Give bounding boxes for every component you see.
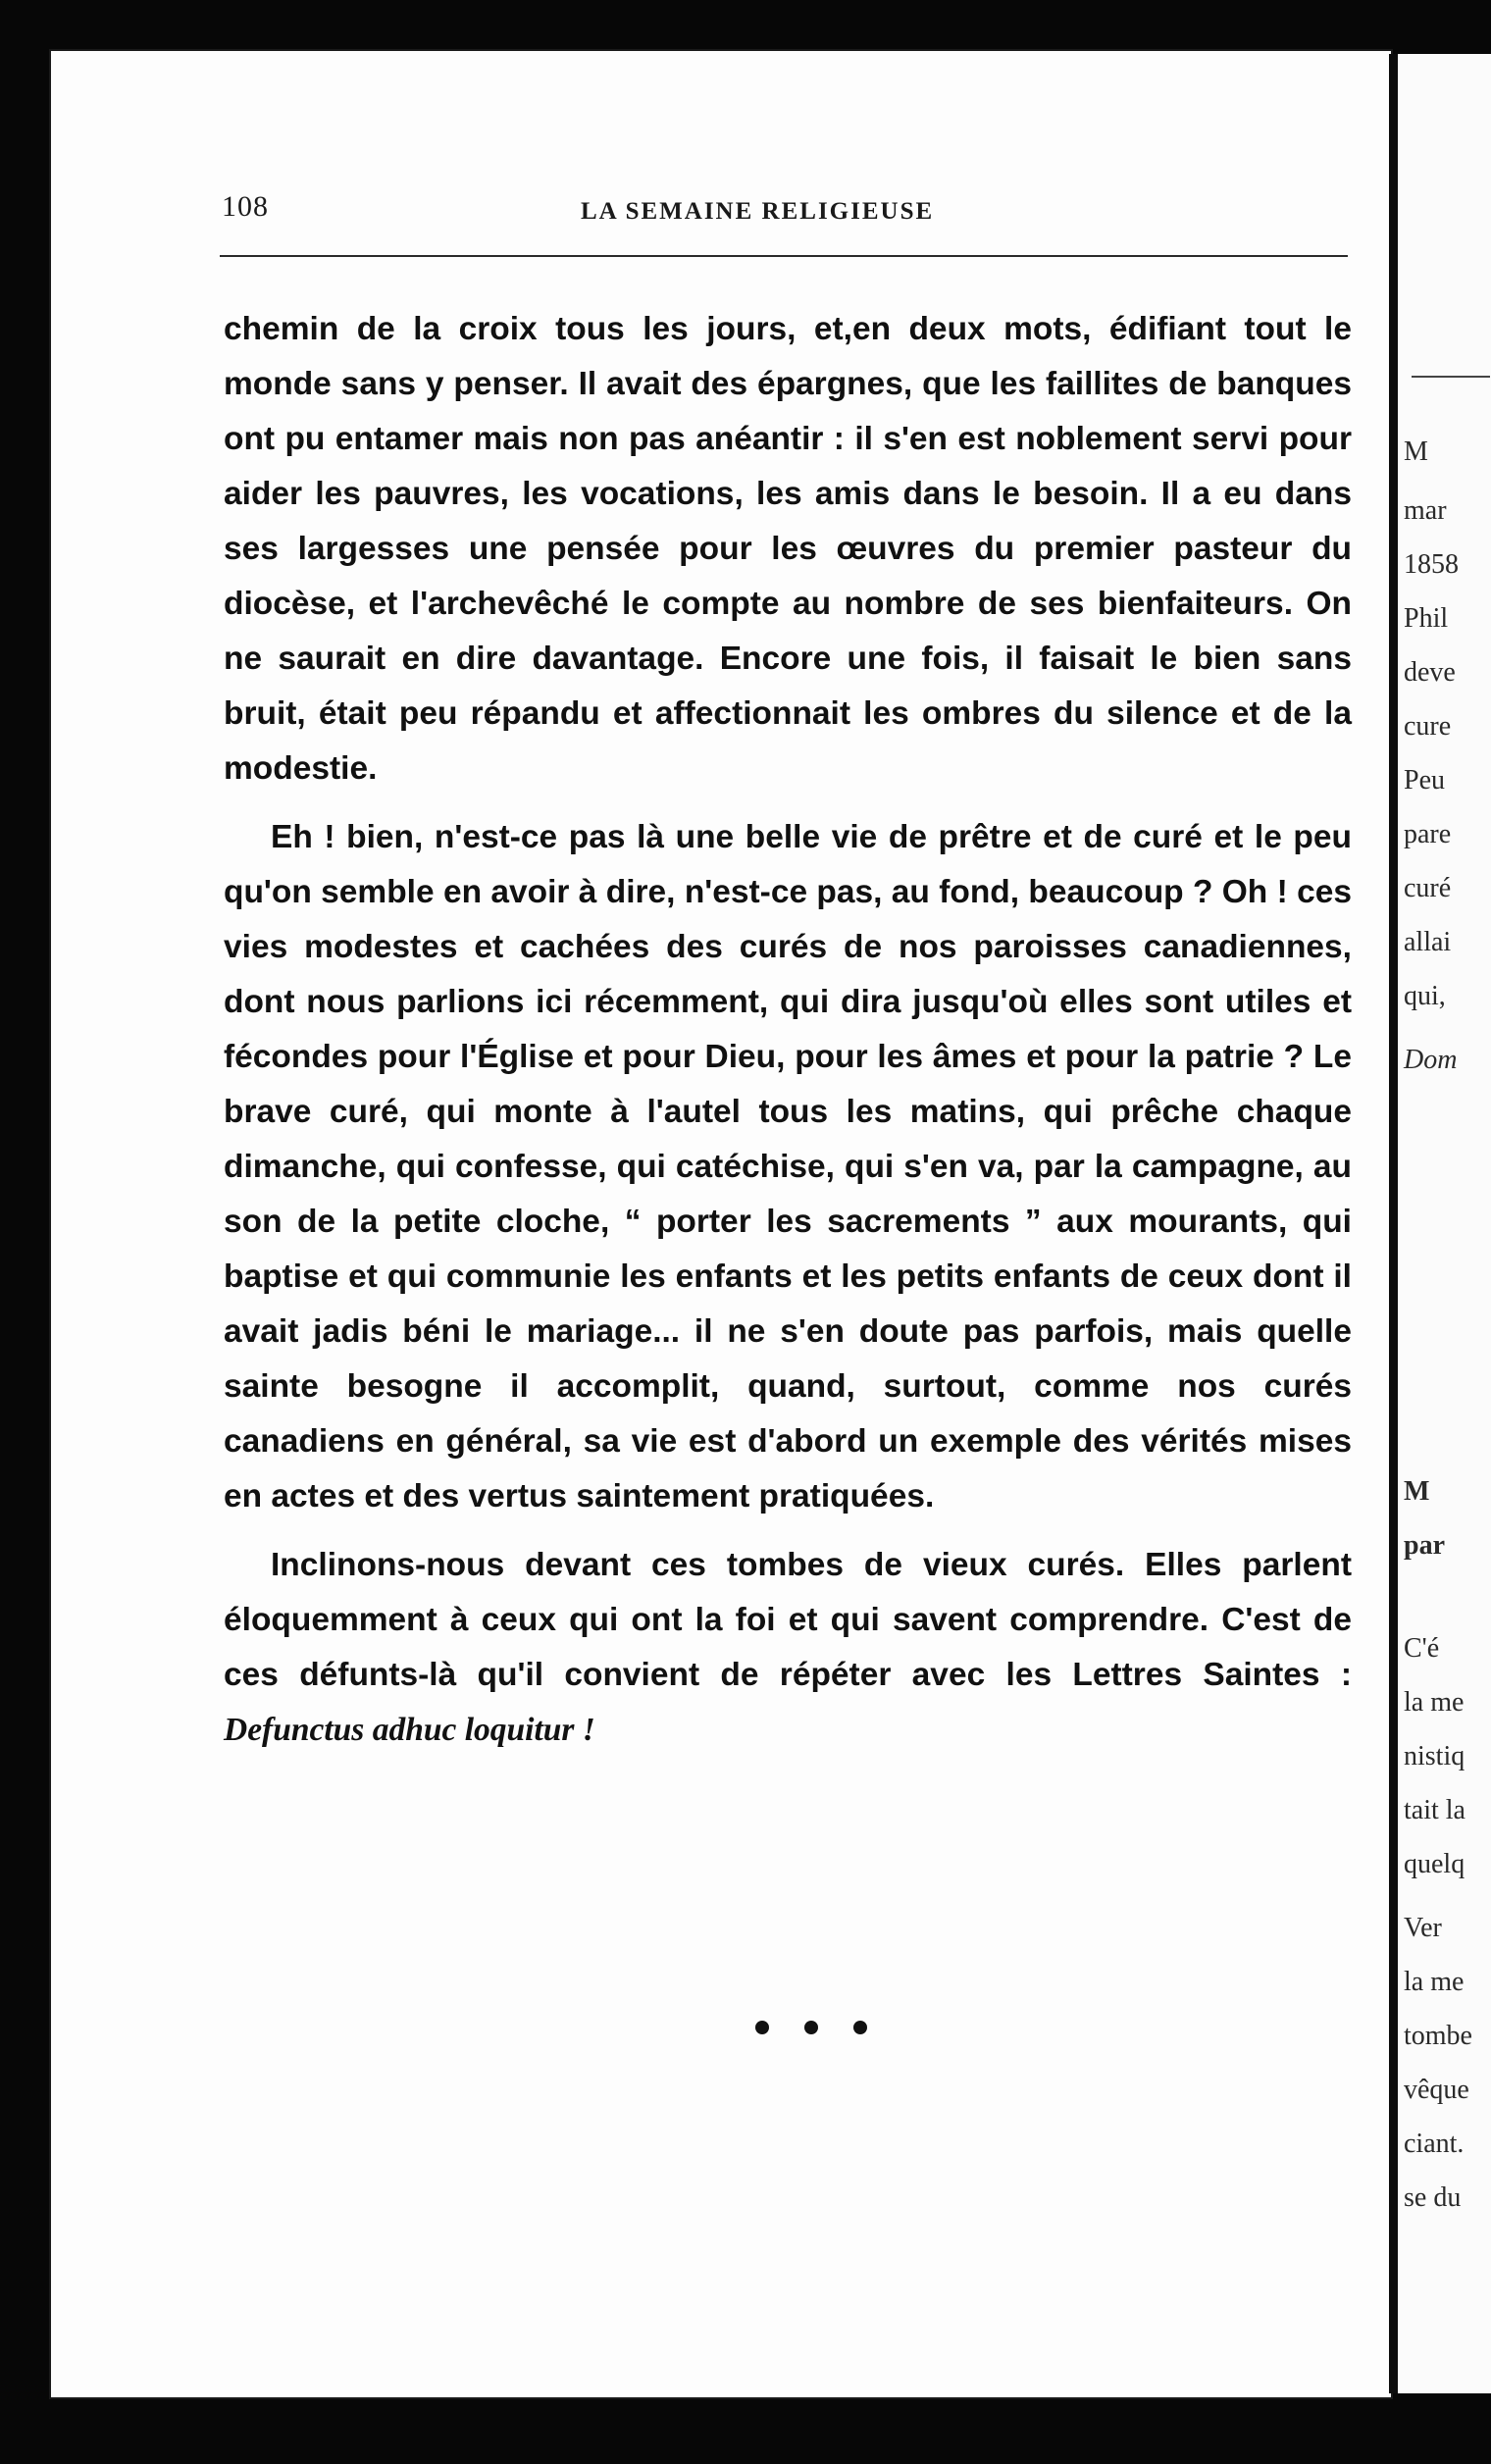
adjacent-page-fragment: C'é (1404, 1633, 1440, 1664)
adjacent-page-fragment: pare (1404, 819, 1452, 849)
adjacent-page-fragment: Peu (1404, 765, 1445, 796)
separator-dot (853, 2021, 867, 2034)
adjacent-page-fragment: M (1404, 1476, 1430, 1507)
adjacent-page-fragment: mar (1404, 495, 1447, 526)
section-separator (598, 2013, 893, 2042)
separator-dot (804, 2021, 818, 2034)
paragraph-3-text: Inclinons-nous devant ces tombes de vieux curés. Elles parlent éloquemment à ceux qui ont la foi et qui savent comprendre. C'est de ces défunts-là qu'il convient de répéter avec les Lettres Saintes : (224, 1547, 1352, 1693)
page-header (222, 190, 1350, 230)
adjacent-page-fragment: curé (1404, 873, 1452, 903)
adjacent-page-fragment: cure (1404, 711, 1452, 742)
adjacent-page-fragment: Phil (1404, 603, 1449, 634)
adjacent-page-fragment: la me (1404, 1687, 1465, 1718)
adjacent-page-fragment: deve (1404, 657, 1456, 688)
adjacent-page-fragment: tombe (1404, 2021, 1472, 2051)
adjacent-page-fragment: Dom (1404, 1045, 1458, 1075)
adjacent-page-fragment: nistiq (1404, 1741, 1465, 1771)
adjacent-page-strip (1389, 54, 1491, 2393)
adjacent-page-rule (1412, 376, 1490, 378)
header-rule (220, 255, 1348, 257)
adjacent-page-fragment: M (1404, 436, 1428, 467)
adjacent-page-fragment: tait la (1404, 1795, 1465, 1825)
adjacent-page-fragment: 1858 (1404, 549, 1459, 580)
article-body (224, 302, 1352, 1758)
adjacent-page-fragment: quelq (1404, 1849, 1465, 1879)
running-title: LA SEMAINE RELIGIEUSE (581, 198, 935, 225)
adjacent-page-fragment: ciant. (1404, 2129, 1465, 2159)
paragraph-2: Eh ! bien, n'est-ce pas là une belle vie de prêtre et de curé et le peu qu'on semble en avoir à dire, n'est-ce pas, au fond, beaucoup ? Oh ! ces vies modestes et cachées des curés de nos paroisses canadiennes, dont nous parlions ici récemment, qui dira jusqu'où elles sont utiles et fécondes pour l'Église et pour Dieu, pour les âmes et pour la patrie ? Le brave curé, qui monte à l'autel tous les matins, qui prêche chaque dimanche, qui confesse, qui catéchise, qui s'en va, par la campagne, au son de la petite cloche, “ porter les sacrements ” aux mourants, qui baptise et qui communie les enfants et les petits enfants de ceux dont il avait jadis béni le mariage... il ne s'en doute pas parfois, mais quelle sainte besogne il accomplit, quand, surtout, comme nos curés canadiens en général, sa vie est d'abord un exemple des vérités mises en actes et des vertus saintement pratiquées. (224, 819, 1352, 1514)
adjacent-page-fragment: vêque (1404, 2075, 1469, 2105)
page-number: 108 (222, 190, 269, 223)
separator-dot (755, 2021, 769, 2034)
adjacent-page-fragment: Ver (1404, 1913, 1442, 1943)
adjacent-page-fragment: par (1404, 1530, 1445, 1561)
adjacent-page-fragment: qui, (1404, 981, 1446, 1011)
paragraph-3 (224, 1538, 1352, 1758)
adjacent-page-fragment: se du (1404, 2182, 1462, 2213)
latin-quote: Defunctus adhuc loquitur ! (224, 1712, 595, 1748)
adjacent-page-fragment: la me (1404, 1967, 1465, 1997)
adjacent-page-fragment: allai (1404, 927, 1452, 957)
paragraph-1: chemin de la croix tous les jours, et,en deux mots, édifiant tout le monde sans y penser. Il avait des épargnes, que les faillites de banques ont pu entamer mais non pas anéantir : il s'en est noblement servi pour aider les pauvres, les vocations, les amis dans le besoin. Il a eu dans ses largesses une pensée pour les œuvres du premier pasteur du diocèse, et l'archevêché le compte au nombre de ses bienfaiteurs. On ne saurait en dire davantage. Encore une fois, il faisait le bien sans bruit, était peu répandu et affectionnait les ombres du silence et de la modestie. (224, 311, 1352, 787)
